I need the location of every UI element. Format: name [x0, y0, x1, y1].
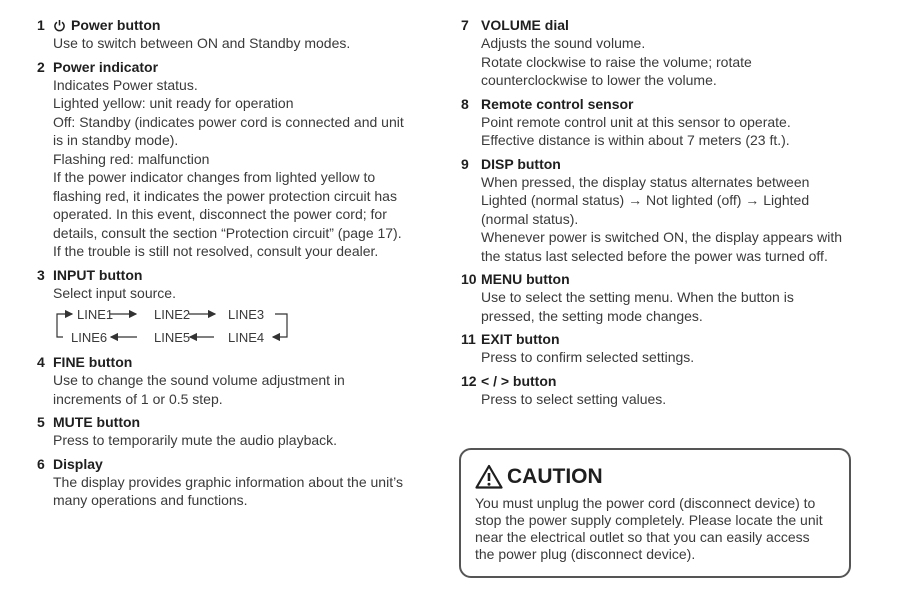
item-title: Display	[53, 455, 103, 472]
item-text: Lighted yellow: unit ready for operation	[53, 95, 294, 111]
input-line6-label: LINE6	[71, 330, 108, 345]
item-text: If the trouble is still not resolved, consult your dealer.	[53, 243, 379, 259]
item-text: If the power indicator changes from lighted yellow to	[53, 169, 376, 185]
item-text: counterclockwise to lower the volume.	[481, 72, 717, 88]
item-text: Adjusts the sound volume.	[481, 35, 646, 51]
item-text: pressed, the setting mode changes.	[481, 307, 703, 324]
item-text: Flashing red: malfunction	[53, 150, 210, 167]
item-arrow-buttons	[461, 372, 881, 409]
item-text: Select input source.	[53, 284, 176, 301]
caution-title: CAUTION	[507, 464, 603, 488]
item-text: Indicates Power status.	[53, 76, 198, 93]
item-title: MENU button	[481, 271, 570, 287]
item-text: Point remote control unit at this sensor to operate.	[481, 113, 791, 130]
item-text: Whenever power is switched ON, the display appears with	[481, 229, 843, 245]
item-text: Use to select the setting menu. When the button is	[481, 289, 794, 305]
item-text: When pressed, the display status alternates between	[481, 173, 810, 190]
item-text: details, consult the section “Protection circuit” (page 17).	[53, 224, 402, 241]
caution-box	[459, 448, 851, 578]
item-title: < / > button	[481, 372, 557, 389]
power-icon	[53, 19, 66, 32]
item-text: Rotate clockwise to raise the volume; rotate	[481, 53, 752, 70]
item-text: (normal status).	[481, 210, 579, 227]
input-line2-label: LINE2	[154, 307, 191, 322]
input-line3-label: LINE3	[228, 307, 265, 322]
item-title: INPUT button	[53, 266, 143, 283]
input-line1-label: LINE1	[77, 307, 114, 322]
item-title: FINE button	[53, 354, 133, 370]
item-text: Lighted (normal status) → Not lighted (off) → Lighted	[481, 192, 810, 208]
left-column	[37, 16, 437, 515]
item-number: 9	[461, 155, 469, 172]
input-cycle-diagram	[53, 304, 437, 348]
item-text: Press to confirm selected settings.	[481, 349, 695, 365]
input-line5-label: LINE5	[154, 330, 191, 345]
item-volume-dial	[461, 16, 881, 90]
item-text: flashing red, it indicates the power protection circuit has	[53, 187, 397, 204]
item-disp-button	[461, 155, 881, 266]
caution-text: You must unplug the power cord (disconnect device) to	[475, 495, 816, 511]
item-input-button	[37, 266, 437, 349]
item-text: Use to switch between ON and Standby modes.	[53, 35, 351, 51]
item-text: increments of 1 or 0.5 step.	[53, 390, 223, 407]
item-text: Effective distance is within about 7 meters (23 ft.).	[481, 132, 790, 148]
item-text: The display provides graphic information about the unit’s	[53, 473, 403, 490]
caution-text: stop the power supply completely. Please locate the unit	[475, 512, 823, 528]
item-text: Off: Standby (indicates power cord is connected and unit	[53, 113, 404, 130]
right-column	[461, 16, 881, 413]
item-power-button	[37, 16, 437, 53]
item-fine-button	[37, 353, 437, 408]
item-text: the status last selected before the power was turned off.	[481, 247, 828, 264]
item-number: 8	[461, 95, 469, 112]
item-title: Power button	[71, 17, 161, 33]
input-line4-label: LINE4	[228, 330, 265, 345]
item-title: MUTE button	[53, 414, 141, 430]
item-title: Power indicator	[53, 58, 159, 75]
item-menu-button	[461, 270, 881, 325]
item-mute-button	[37, 413, 437, 450]
item-number: 3	[37, 266, 45, 283]
item-text: operated. In this event, disconnect the power cord; for	[53, 206, 387, 222]
item-title: EXIT button	[481, 331, 560, 347]
caution-text: near the electrical outlet so that you can easily access	[475, 529, 810, 545]
item-text: Use to change the sound volume adjustment in	[53, 372, 345, 388]
item-number: 1	[37, 17, 45, 33]
item-text: is in standby mode).	[53, 132, 179, 148]
item-title: DISP button	[481, 155, 561, 172]
item-number: 10	[461, 271, 477, 287]
item-number: 6	[37, 455, 45, 472]
caution-text: the power plug (disconnect device).	[475, 546, 696, 562]
warning-triangle-icon	[475, 464, 503, 489]
item-power-indicator	[37, 58, 437, 261]
item-title: VOLUME dial	[481, 17, 569, 33]
item-number: 2	[37, 58, 45, 75]
item-number: 5	[37, 414, 45, 430]
item-exit-button	[461, 330, 881, 367]
item-text: Press to select setting values.	[481, 390, 667, 407]
item-number: 11	[461, 331, 476, 347]
item-number: 7	[461, 17, 469, 33]
item-text: many operations and functions.	[53, 492, 248, 508]
item-remote-sensor	[461, 95, 881, 150]
item-display	[37, 455, 437, 510]
item-number: 12	[461, 372, 477, 389]
item-number: 4	[37, 354, 45, 370]
item-text: Press to temporarily mute the audio playback.	[53, 432, 338, 448]
item-title: Remote control sensor	[481, 95, 634, 112]
